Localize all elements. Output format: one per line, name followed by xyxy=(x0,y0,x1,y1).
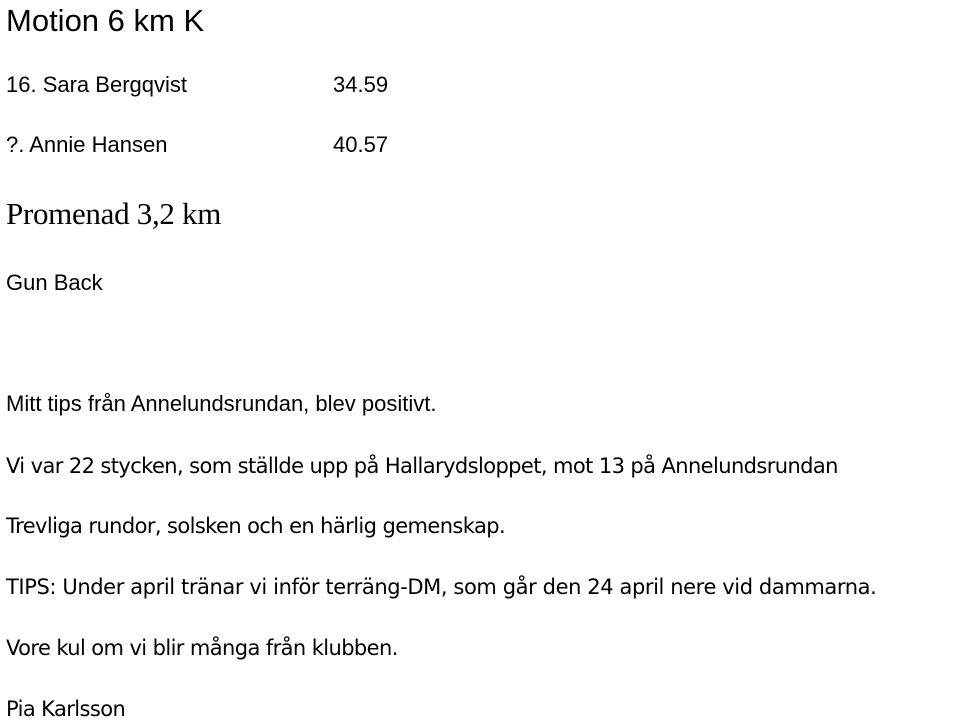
result-time: 40.57 xyxy=(333,132,389,157)
result-row xyxy=(6,74,388,96)
result-name: ?. Annie Hansen xyxy=(6,132,168,157)
result-row xyxy=(6,134,388,156)
result-name: 16. Sara Bergqvist xyxy=(6,72,187,97)
tip-intro: Mitt tips från Annelundsrundan, blev positivt. xyxy=(6,391,437,416)
paragraph-weather: Trevliga rundor, solsken och en härlig gemenskap. xyxy=(6,514,506,538)
promenad-participant: Gun Back xyxy=(6,270,103,295)
result-time: 34.59 xyxy=(333,72,389,97)
signature: Pia Karlsson xyxy=(6,697,126,721)
paragraph-closing: Vore kul om vi blir många från klubben. xyxy=(6,636,398,660)
promenad-heading: Promenad 3,2 km xyxy=(6,196,222,231)
motion-heading: Motion 6 km K xyxy=(6,3,205,38)
paragraph-participation: Vi var 22 stycken, som ställde upp på Hallarydsloppet, mot 13 på Annelundsrundan xyxy=(6,454,838,478)
paragraph-tips: TIPS: Under april tränar vi inför terräng-DM, som går den 24 april nere vid dammarna. xyxy=(6,575,877,599)
